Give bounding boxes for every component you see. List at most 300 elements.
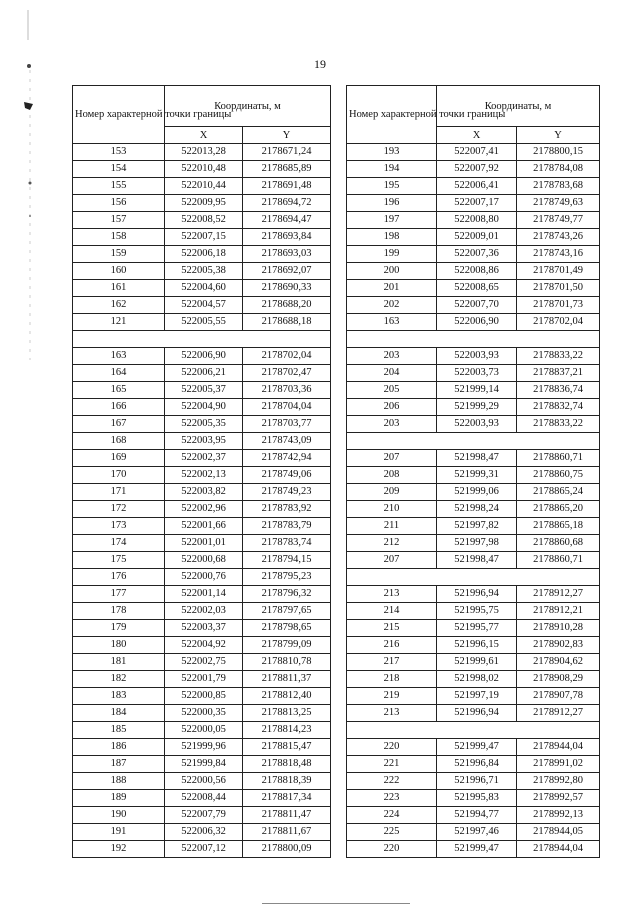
point-number-cell: 220 <box>347 739 437 756</box>
table-row <box>347 807 600 824</box>
y-coordinate-cell: 2178912,21 <box>517 603 600 620</box>
y-coordinate-cell: 2178796,32 <box>243 586 331 603</box>
x-coordinate-cell: 522002,37 <box>165 450 243 467</box>
y-coordinate-cell: 2178798,65 <box>243 620 331 637</box>
y-coordinate-cell: 2178692,07 <box>243 263 331 280</box>
x-coordinate-cell: 522001,66 <box>165 518 243 535</box>
y-coordinate-cell: 2178818,48 <box>243 756 331 773</box>
point-number-cell: 199 <box>347 246 437 263</box>
table-row <box>347 484 600 501</box>
y-coordinate-cell: 2178783,74 <box>243 535 331 552</box>
table-row <box>347 518 600 535</box>
point-number-cell: 193 <box>347 144 437 161</box>
table-row <box>73 552 331 569</box>
table-row <box>73 314 331 331</box>
point-number-cell: 171 <box>73 484 165 501</box>
x-coordinate-cell: 521997,82 <box>437 518 517 535</box>
y-coordinate-cell: 2178811,37 <box>243 671 331 688</box>
y-coordinate-cell: 2178702,47 <box>243 365 331 382</box>
table-row <box>73 450 331 467</box>
y-coordinate-cell: 2178794,15 <box>243 552 331 569</box>
table-row <box>73 280 331 297</box>
y-coordinate-cell: 2178912,27 <box>517 586 600 603</box>
x-coordinate-cell: 522007,92 <box>437 161 517 178</box>
x-coordinate-cell: 522013,28 <box>165 144 243 161</box>
point-number-cell: 158 <box>73 229 165 246</box>
point-number-cell: 224 <box>347 807 437 824</box>
table-row <box>347 841 600 858</box>
x-coordinate-cell: 522007,41 <box>437 144 517 161</box>
point-number-cell: 189 <box>73 790 165 807</box>
table-row <box>347 688 600 705</box>
x-coordinate-cell: 522003,93 <box>437 416 517 433</box>
table-row <box>347 416 600 433</box>
point-number-cell: 185 <box>73 722 165 739</box>
y-coordinate-cell: 2178944,04 <box>517 739 600 756</box>
y-coordinate-cell: 2178810,78 <box>243 654 331 671</box>
point-number-cell: 222 <box>347 773 437 790</box>
table-row <box>73 178 331 195</box>
table-row <box>347 739 600 756</box>
point-number-cell: 204 <box>347 365 437 382</box>
separator-cell <box>73 331 331 348</box>
y-coordinate-cell: 2178860,75 <box>517 467 600 484</box>
table-row <box>73 535 331 552</box>
x-coordinate-cell: 521996,84 <box>437 756 517 773</box>
separator-row <box>347 331 600 348</box>
header-x: X <box>165 127 243 144</box>
y-coordinate-cell: 2178833,22 <box>517 416 600 433</box>
point-number-cell: 172 <box>73 501 165 518</box>
x-coordinate-cell: 521995,75 <box>437 603 517 620</box>
x-coordinate-cell: 522010,48 <box>165 161 243 178</box>
y-coordinate-cell: 2178992,13 <box>517 807 600 824</box>
table-row <box>73 161 331 178</box>
header-point-number: Номер характерной точки границы <box>347 86 437 144</box>
table-row <box>347 654 600 671</box>
y-coordinate-cell: 2178860,71 <box>517 450 600 467</box>
table-row <box>73 484 331 501</box>
table-row <box>73 467 331 484</box>
x-coordinate-cell: 522002,96 <box>165 501 243 518</box>
x-coordinate-cell: 522003,37 <box>165 620 243 637</box>
y-coordinate-cell: 2178749,23 <box>243 484 331 501</box>
table-row <box>73 416 331 433</box>
x-coordinate-cell: 522000,56 <box>165 773 243 790</box>
x-coordinate-cell: 521995,83 <box>437 790 517 807</box>
table-row <box>347 535 600 552</box>
table-row <box>347 212 600 229</box>
separator-row <box>73 331 331 348</box>
point-number-cell: 180 <box>73 637 165 654</box>
binding-margin-marks <box>0 0 30 905</box>
x-coordinate-cell: 522004,90 <box>165 399 243 416</box>
point-number-cell: 201 <box>347 280 437 297</box>
point-number-cell: 167 <box>73 416 165 433</box>
table-row <box>347 161 600 178</box>
point-number-cell: 165 <box>73 382 165 399</box>
table-row <box>73 501 331 518</box>
y-coordinate-cell: 2178992,80 <box>517 773 600 790</box>
point-number-cell: 183 <box>73 688 165 705</box>
x-coordinate-cell: 522002,03 <box>165 603 243 620</box>
point-number-cell: 186 <box>73 739 165 756</box>
x-coordinate-cell: 522006,90 <box>437 314 517 331</box>
x-coordinate-cell: 522009,01 <box>437 229 517 246</box>
table-row <box>73 756 331 773</box>
point-number-cell: 174 <box>73 535 165 552</box>
y-coordinate-cell: 2178702,04 <box>517 314 600 331</box>
table-row <box>73 229 331 246</box>
point-number-cell: 213 <box>347 705 437 722</box>
coordinates-table-left <box>72 85 331 858</box>
point-number-cell: 166 <box>73 399 165 416</box>
table-row <box>347 603 600 620</box>
point-number-cell: 209 <box>347 484 437 501</box>
x-coordinate-cell: 521997,98 <box>437 535 517 552</box>
y-coordinate-cell: 2178691,48 <box>243 178 331 195</box>
y-coordinate-cell: 2178797,65 <box>243 603 331 620</box>
header-x: X <box>437 127 517 144</box>
y-coordinate-cell: 2178818,39 <box>243 773 331 790</box>
point-number-cell: 221 <box>347 756 437 773</box>
y-coordinate-cell: 2178944,04 <box>517 841 600 858</box>
x-coordinate-cell: 521996,71 <box>437 773 517 790</box>
point-number-cell: 215 <box>347 620 437 637</box>
y-coordinate-cell: 2178832,74 <box>517 399 600 416</box>
y-coordinate-cell: 2178685,89 <box>243 161 331 178</box>
table-row <box>347 263 600 280</box>
x-coordinate-cell: 522005,38 <box>165 263 243 280</box>
table-row <box>347 195 600 212</box>
table-row <box>347 824 600 841</box>
point-number-cell: 219 <box>347 688 437 705</box>
y-coordinate-cell: 2178671,24 <box>243 144 331 161</box>
point-number-cell: 203 <box>347 348 437 365</box>
x-coordinate-cell: 522003,82 <box>165 484 243 501</box>
y-coordinate-cell: 2178814,23 <box>243 722 331 739</box>
x-coordinate-cell: 522003,95 <box>165 433 243 450</box>
table-row <box>347 586 600 603</box>
y-coordinate-cell: 2178908,29 <box>517 671 600 688</box>
separator-cell <box>347 722 600 739</box>
header-y: Y <box>517 127 600 144</box>
y-coordinate-cell: 2178992,57 <box>517 790 600 807</box>
table-row <box>347 756 600 773</box>
point-number-cell: 161 <box>73 280 165 297</box>
table-row <box>73 603 331 620</box>
x-coordinate-cell: 521999,84 <box>165 756 243 773</box>
y-coordinate-cell: 2178904,62 <box>517 654 600 671</box>
x-coordinate-cell: 521997,46 <box>437 824 517 841</box>
point-number-cell: 163 <box>347 314 437 331</box>
y-coordinate-cell: 2178860,71 <box>517 552 600 569</box>
point-number-cell: 207 <box>347 552 437 569</box>
x-coordinate-cell: 521999,31 <box>437 467 517 484</box>
x-coordinate-cell: 522000,35 <box>165 705 243 722</box>
x-coordinate-cell: 521996,15 <box>437 637 517 654</box>
table-row <box>347 790 600 807</box>
x-coordinate-cell: 522009,95 <box>165 195 243 212</box>
table-row <box>347 314 600 331</box>
point-number-cell: 190 <box>73 807 165 824</box>
table-row <box>73 688 331 705</box>
x-coordinate-cell: 522001,01 <box>165 535 243 552</box>
y-coordinate-cell: 2178815,47 <box>243 739 331 756</box>
y-coordinate-cell: 2178907,78 <box>517 688 600 705</box>
point-number-cell: 160 <box>73 263 165 280</box>
y-coordinate-cell: 2178688,20 <box>243 297 331 314</box>
point-number-cell: 211 <box>347 518 437 535</box>
point-number-cell: 202 <box>347 297 437 314</box>
y-coordinate-cell: 2178812,40 <box>243 688 331 705</box>
point-number-cell: 170 <box>73 467 165 484</box>
point-number-cell: 173 <box>73 518 165 535</box>
x-coordinate-cell: 522003,93 <box>437 348 517 365</box>
x-coordinate-cell: 522003,73 <box>437 365 517 382</box>
y-coordinate-cell: 2178749,06 <box>243 467 331 484</box>
point-number-cell: 154 <box>73 161 165 178</box>
table-row <box>347 501 600 518</box>
x-coordinate-cell: 522004,92 <box>165 637 243 654</box>
point-number-cell: 159 <box>73 246 165 263</box>
x-coordinate-cell: 522008,80 <box>437 212 517 229</box>
table-row <box>73 790 331 807</box>
y-coordinate-cell: 2178701,73 <box>517 297 600 314</box>
y-coordinate-cell: 2178743,09 <box>243 433 331 450</box>
x-coordinate-cell: 522005,55 <box>165 314 243 331</box>
y-coordinate-cell: 2178795,23 <box>243 569 331 586</box>
point-number-cell: 196 <box>347 195 437 212</box>
x-coordinate-cell: 521994,77 <box>437 807 517 824</box>
y-coordinate-cell: 2178991,02 <box>517 756 600 773</box>
x-coordinate-cell: 521997,19 <box>437 688 517 705</box>
x-coordinate-cell: 521995,77 <box>437 620 517 637</box>
point-number-cell: 223 <box>347 790 437 807</box>
table-row <box>347 705 600 722</box>
y-coordinate-cell: 2178860,68 <box>517 535 600 552</box>
x-coordinate-cell: 521999,06 <box>437 484 517 501</box>
table-row <box>73 705 331 722</box>
x-coordinate-cell: 522000,68 <box>165 552 243 569</box>
x-coordinate-cell: 522007,15 <box>165 229 243 246</box>
x-coordinate-cell: 522007,70 <box>437 297 517 314</box>
header-y: Y <box>243 127 331 144</box>
bottom-rule <box>262 903 410 904</box>
x-coordinate-cell: 522001,14 <box>165 586 243 603</box>
point-number-cell: 191 <box>73 824 165 841</box>
separator-cell <box>347 569 600 586</box>
table-row <box>73 722 331 739</box>
table-row <box>347 348 600 365</box>
table-row <box>73 671 331 688</box>
x-coordinate-cell: 521999,96 <box>165 739 243 756</box>
point-number-cell: 213 <box>347 586 437 603</box>
coordinates-table-right <box>346 85 600 858</box>
point-number-cell: 164 <box>73 365 165 382</box>
y-coordinate-cell: 2178688,18 <box>243 314 331 331</box>
table-row <box>73 297 331 314</box>
point-number-cell: 197 <box>347 212 437 229</box>
x-coordinate-cell: 522005,35 <box>165 416 243 433</box>
y-coordinate-cell: 2178703,36 <box>243 382 331 399</box>
header-coordinates: Координаты, м <box>165 86 331 127</box>
x-coordinate-cell: 522000,85 <box>165 688 243 705</box>
y-coordinate-cell: 2178833,22 <box>517 348 600 365</box>
y-coordinate-cell: 2178693,03 <box>243 246 331 263</box>
y-coordinate-cell: 2178784,08 <box>517 161 600 178</box>
table-row <box>73 348 331 365</box>
table-row <box>347 552 600 569</box>
point-number-cell: 205 <box>347 382 437 399</box>
x-coordinate-cell: 522000,76 <box>165 569 243 586</box>
table-row <box>73 518 331 535</box>
table-row <box>347 450 600 467</box>
point-number-cell: 208 <box>347 467 437 484</box>
x-coordinate-cell: 522006,32 <box>165 824 243 841</box>
y-coordinate-cell: 2178702,04 <box>243 348 331 365</box>
x-coordinate-cell: 522008,65 <box>437 280 517 297</box>
y-coordinate-cell: 2178799,09 <box>243 637 331 654</box>
table-row <box>73 246 331 263</box>
y-coordinate-cell: 2178910,28 <box>517 620 600 637</box>
table-row <box>73 620 331 637</box>
table-row <box>347 365 600 382</box>
x-coordinate-cell: 522006,90 <box>165 348 243 365</box>
x-coordinate-cell: 521999,47 <box>437 739 517 756</box>
x-coordinate-cell: 522004,57 <box>165 297 243 314</box>
y-coordinate-cell: 2178693,84 <box>243 229 331 246</box>
x-coordinate-cell: 522002,13 <box>165 467 243 484</box>
point-number-cell: 195 <box>347 178 437 195</box>
x-coordinate-cell: 522007,17 <box>437 195 517 212</box>
page-number: 19 <box>314 57 326 71</box>
x-coordinate-cell: 522006,21 <box>165 365 243 382</box>
x-coordinate-cell: 521999,47 <box>437 841 517 858</box>
table-row <box>347 280 600 297</box>
table-row <box>73 841 331 858</box>
table-row <box>73 773 331 790</box>
point-number-cell: 206 <box>347 399 437 416</box>
table-row <box>73 739 331 756</box>
x-coordinate-cell: 522001,79 <box>165 671 243 688</box>
point-number-cell: 156 <box>73 195 165 212</box>
table-row <box>347 399 600 416</box>
table-row <box>347 620 600 637</box>
point-number-cell: 225 <box>347 824 437 841</box>
point-number-cell: 218 <box>347 671 437 688</box>
y-coordinate-cell: 2178836,74 <box>517 382 600 399</box>
y-coordinate-cell: 2178742,94 <box>243 450 331 467</box>
y-coordinate-cell: 2178837,21 <box>517 365 600 382</box>
x-coordinate-cell: 521999,14 <box>437 382 517 399</box>
table-row <box>347 382 600 399</box>
separator-row <box>347 569 600 586</box>
table-row <box>73 263 331 280</box>
separator-cell <box>347 331 600 348</box>
table-row <box>73 569 331 586</box>
table-row <box>73 586 331 603</box>
y-coordinate-cell: 2178749,63 <box>517 195 600 212</box>
y-coordinate-cell: 2178865,18 <box>517 518 600 535</box>
point-number-cell: 188 <box>73 773 165 790</box>
point-number-cell: 163 <box>73 348 165 365</box>
y-coordinate-cell: 2178800,15 <box>517 144 600 161</box>
table-row <box>347 229 600 246</box>
point-number-cell: 217 <box>347 654 437 671</box>
x-coordinate-cell: 521999,29 <box>437 399 517 416</box>
point-number-cell: 187 <box>73 756 165 773</box>
y-coordinate-cell: 2178743,26 <box>517 229 600 246</box>
table-row <box>347 637 600 654</box>
x-coordinate-cell: 522010,44 <box>165 178 243 195</box>
table-row <box>73 654 331 671</box>
y-coordinate-cell: 2178694,72 <box>243 195 331 212</box>
point-number-cell: 153 <box>73 144 165 161</box>
x-coordinate-cell: 521996,94 <box>437 705 517 722</box>
point-number-cell: 155 <box>73 178 165 195</box>
point-number-cell: 178 <box>73 603 165 620</box>
table-row <box>73 399 331 416</box>
point-number-cell: 216 <box>347 637 437 654</box>
point-number-cell: 176 <box>73 569 165 586</box>
x-coordinate-cell: 521999,61 <box>437 654 517 671</box>
x-coordinate-cell: 522007,79 <box>165 807 243 824</box>
point-number-cell: 200 <box>347 263 437 280</box>
table-row <box>73 433 331 450</box>
y-coordinate-cell: 2178912,27 <box>517 705 600 722</box>
point-number-cell: 169 <box>73 450 165 467</box>
header-point-number: Номер характерной точки границы <box>73 86 165 144</box>
x-coordinate-cell: 522005,37 <box>165 382 243 399</box>
point-number-cell: 182 <box>73 671 165 688</box>
table-row <box>73 382 331 399</box>
y-coordinate-cell: 2178813,25 <box>243 705 331 722</box>
x-coordinate-cell: 521998,24 <box>437 501 517 518</box>
table-row <box>347 144 600 161</box>
point-number-cell: 177 <box>73 586 165 603</box>
y-coordinate-cell: 2178704,04 <box>243 399 331 416</box>
point-number-cell: 207 <box>347 450 437 467</box>
x-coordinate-cell: 522006,41 <box>437 178 517 195</box>
x-coordinate-cell: 522007,12 <box>165 841 243 858</box>
table-row <box>347 773 600 790</box>
x-coordinate-cell: 521998,02 <box>437 671 517 688</box>
table-row <box>73 637 331 654</box>
x-coordinate-cell: 522004,60 <box>165 280 243 297</box>
x-coordinate-cell: 522000,05 <box>165 722 243 739</box>
table-row <box>347 297 600 314</box>
point-number-cell: 162 <box>73 297 165 314</box>
y-coordinate-cell: 2178800,09 <box>243 841 331 858</box>
table-row <box>73 824 331 841</box>
y-coordinate-cell: 2178817,34 <box>243 790 331 807</box>
point-number-cell: 157 <box>73 212 165 229</box>
y-coordinate-cell: 2178701,50 <box>517 280 600 297</box>
table-row <box>347 246 600 263</box>
y-coordinate-cell: 2178743,16 <box>517 246 600 263</box>
point-number-cell: 168 <box>73 433 165 450</box>
x-coordinate-cell: 522002,75 <box>165 654 243 671</box>
x-coordinate-cell: 522006,18 <box>165 246 243 263</box>
point-number-cell: 220 <box>347 841 437 858</box>
y-coordinate-cell: 2178783,68 <box>517 178 600 195</box>
y-coordinate-cell: 2178865,20 <box>517 501 600 518</box>
point-number-cell: 212 <box>347 535 437 552</box>
y-coordinate-cell: 2178811,67 <box>243 824 331 841</box>
x-coordinate-cell: 521998,47 <box>437 450 517 467</box>
table-row <box>73 212 331 229</box>
